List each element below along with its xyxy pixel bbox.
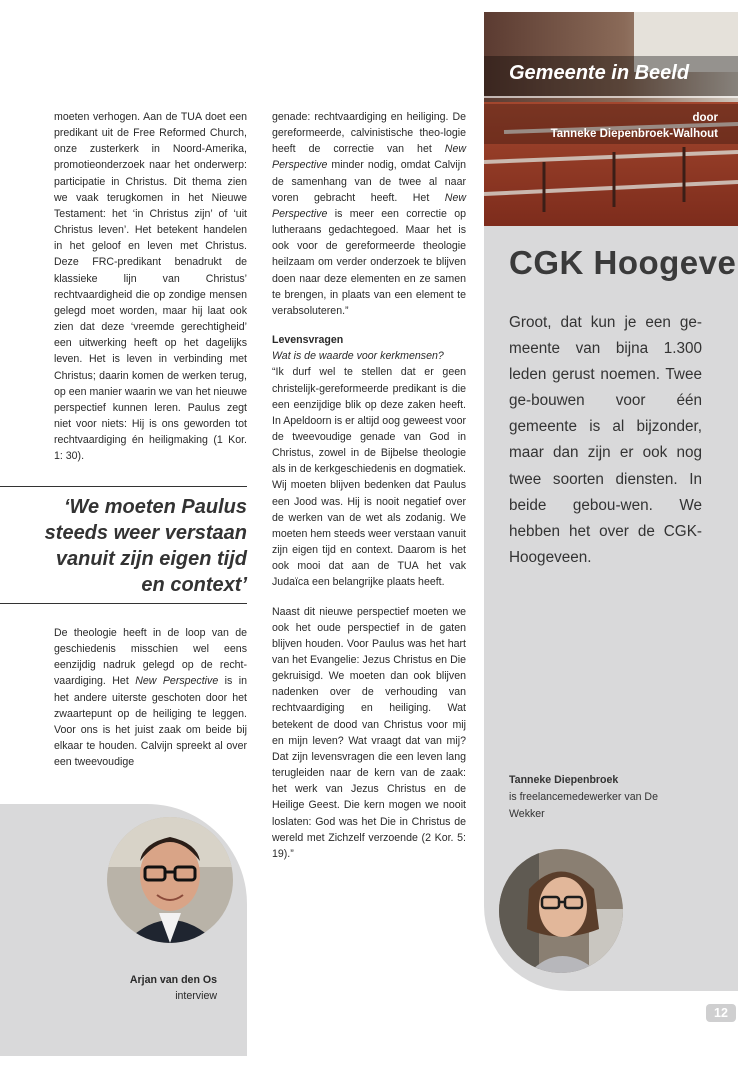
- column-left-continued: [54, 625, 247, 770]
- interviewee-role: interview: [175, 990, 217, 1002]
- text-run: is in het andere uiterste geschoten door het zwaartepunt op de heiliging te leggen. Voor ons is het juist zaak om beide bij elkaar te houden. Calvijn spreekt al over een tweevoudige: [54, 675, 248, 769]
- interview-question: Wat is de waarde voor kerkmensen?: [272, 350, 444, 363]
- pull-quote: ‘We moeten Paulus steeds weer verstaan vanuit zijn eigen tijd en context’: [44, 496, 247, 596]
- interviewee-name: Arjan van den Os: [129, 974, 217, 986]
- body-paragraph: Naast dit nieuwe perspectief moeten we ook het oude perspectief in de gaten blijven houden. Voor Paulus was het hart van het Evangelie: Jezus Christus en Die gekruisigd. We moeten dan ook blijven nadenken over de verhouding van rechtvaardiging en heiliging. Wat betekent de dood van Christus voor mij en mijn leven? Wat vraagt dat van mij? Dat zijn levensvragen die een leven lang terugleiden naar de kern van de zaak: het werk van Jezus Christus en de Heilige Geest. Die kern mogen we nooit loslaten: God was het Die in Christus de wereld met Zichzelf verzoende (2 Kor. 5: 19).”: [272, 605, 466, 860]
- column-middle: [272, 109, 466, 862]
- interviewee-portrait-image: [107, 817, 233, 943]
- quote-rule-top: [0, 486, 247, 487]
- quote-rule-bottom: [0, 603, 247, 604]
- text-run: is meer een correctie op lutheraans gedachtegoed. Maar het is ook voor de gereformeerde theologie heilzaam om verder onderzoek te blijven doen naar deze elementen en ze samen te brengen, in plaats van een element te verabsoluteren.”: [272, 207, 466, 317]
- article-headline: CGK Hoogeve: [509, 244, 737, 281]
- author-bio: is freelancemedewerker van De Wekker: [509, 791, 658, 820]
- author-portrait-image: [499, 849, 623, 973]
- section-kicker: Gemeente in Beeld: [509, 62, 690, 84]
- italic-term: New Perspective: [135, 675, 219, 688]
- interviewee-photo: [107, 817, 233, 943]
- body-paragraph: [54, 625, 247, 770]
- author-photo: [499, 849, 623, 973]
- byline-author: Tanneke Diepenbroek-Walhout: [550, 128, 718, 140]
- author-name: Tanneke Diepenbroek: [509, 774, 619, 786]
- body-paragraph: “Ik durf wel te stellen dat er geen christelijk-gereformeerde predikant is die een eenzijdige blik op deze zaken heeft. In Apeldoorn is er altijd oog geweest voor de tweevoudige genade van God in Christus, zowel in de Bijbelse theologie als in de kerkgeschiedenis en dogmatiek. Wij moeten blijven bedenken dat Paulus een Jood was. Hij is nooit negatief over de werken van de wet als zodanig. We moeten hem steeds weer verstaan vanuit zijn eigen tijd en context. Daarom is het ook mooi dat aan de TUA het vak Judaïca een belangrijke plaats heeft.: [272, 366, 466, 589]
- column-left: [54, 109, 247, 464]
- text-run: genade: rechtvaardiging en heiliging. De gereformeerde, calvinistische theo-logie heeft de correctie van het: [272, 111, 466, 156]
- interviewee-caption: [110, 972, 217, 1004]
- subheading: Levensvragen: [272, 334, 344, 347]
- text-run: De theologie heeft in de loop van de geschiedenis misschien wel eens eenzijdig nadruk gelegd op de recht-vaardiging. Het: [54, 627, 247, 688]
- author-note: [509, 772, 669, 823]
- byline: [551, 110, 718, 142]
- body-paragraph: moeten verhogen. Aan de TUA doet een predikant uit de Free Reformed Church, onze zusterkerk in Noord-Amerika, promotieonderzoek naar het onderwerp: participatie in Christus. Dit thema zien we vaak terugkomen in het Nieuwe Testament: het ‘in Christus zijn’ of ‘uit Christus leven’. Het betekent handelen in het geloof en leven met Christus. Deze FRC-predikant benadrukt de klassieke lijn van Christus’ rechtvaardigheid die op zondige mensen gelegd moet worden, maar hij laat ook zien dat deze ‘vreemde gerechtigheid’ een uitwerking heeft op het dagelijks leven. Het is leven in verbinding met Christus; daarin komen de werken terug, op een manier waarin we van het nieuwe perspectief kunnen leren. Paulus zegt niet voor niets: Hij is ons geworden tot rechtvaardiging én heiligmaking (1 Kor. 1: 30).: [54, 111, 247, 463]
- page-number: 12: [706, 1004, 736, 1022]
- byline-by: door: [692, 112, 718, 124]
- text-run: minder nodig, omdat Calvijn de samenhang van de twee al naar voren gebracht heeft. Het: [272, 159, 466, 204]
- italic-term: New Perspective: [272, 191, 466, 220]
- italic-term: New Perspective: [272, 143, 466, 172]
- article-intro: Groot, dat kun je een ge-meente van bijna 1.300 leden gerust noemen. Twee ge-bouwen voor één gemeente is al bijzonder, maar dan zijn er ook nog twee soorten diensten. In beide gebou-wen. We hebben het over de CGK-Hoogeveen.: [509, 314, 702, 566]
- body-paragraph: [272, 109, 466, 319]
